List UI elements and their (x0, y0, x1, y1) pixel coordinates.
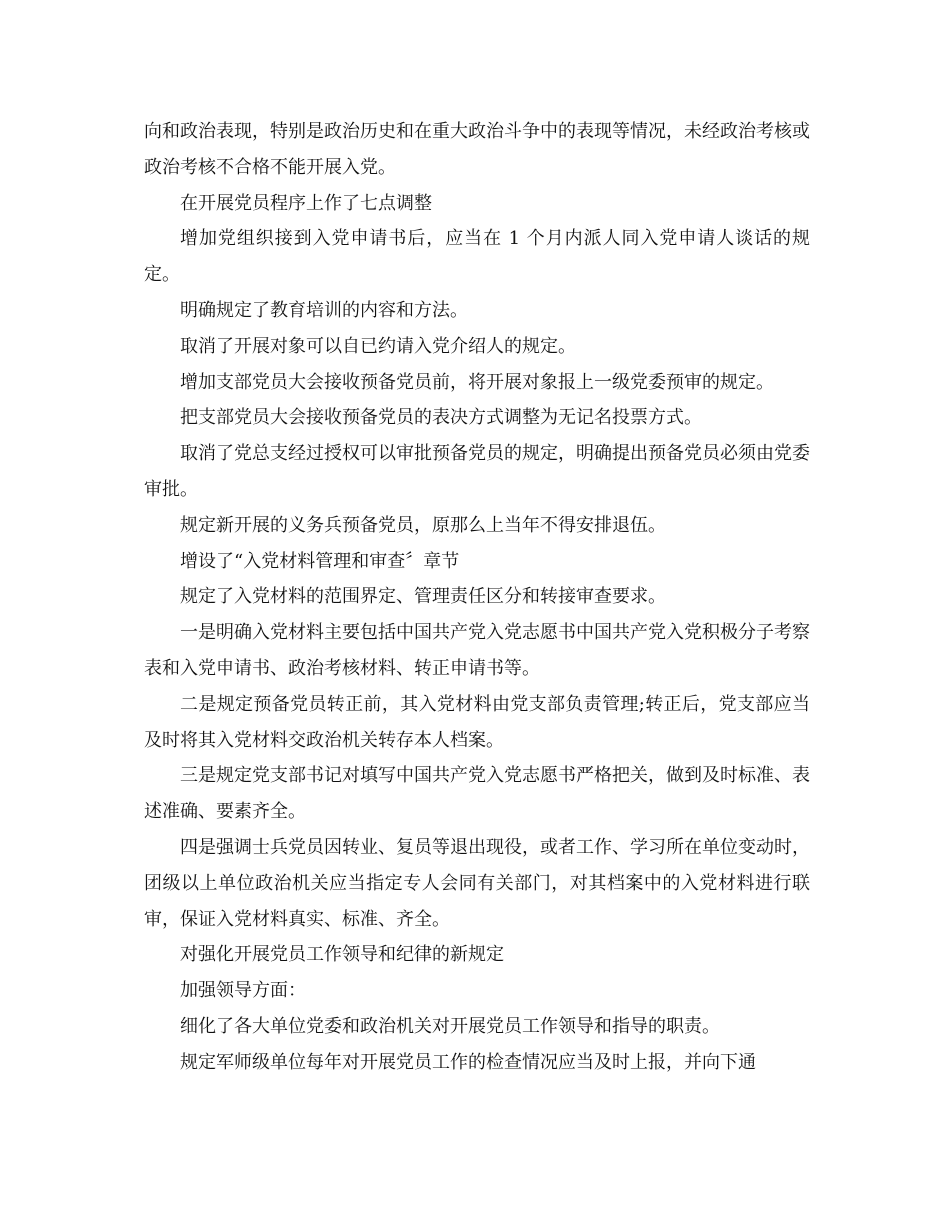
paragraph-14: 三是规定党支部书记对填写中国共产党入党志愿书严格把关，做到及时标准、表述准确、要素齐全。 (144, 765, 810, 823)
paragraph-4: 明确规定了教育培训的内容和方法。 (180, 299, 468, 321)
paragraph-8: 取消了党总支经过授权可以审批预备党员的规定，明确提出预备党员必须由党委审批。 (144, 443, 810, 500)
paragraph-1: 向和政治表现，特别是政治历史和在重大政治斗争中的表现等情况，未经政治考核或政治考核不合格不能开展入党。 (144, 121, 810, 178)
paragraph-16: 对强化开展党员工作领导和纪律的新规定 (180, 944, 504, 966)
paragraph-6: 增加支部党员大会接收预备党员前，将开展对象报上一级党委预审的规定。 (180, 371, 774, 393)
paragraph-19: 规定军师级单位每年对开展党员工作的检查情况应当及时上报，并向下通 (180, 1051, 756, 1073)
paragraph-7: 把支部党员大会接收预备党员的表决方式调整为无记名投票方式。 (180, 407, 702, 429)
paragraph-18: 细化了各大单位党委和政治机关对开展党员工作领导和指导的职责。 (180, 1015, 720, 1037)
paragraph-5: 取消了开展对象可以自已约请入党介绍人的规定。 (180, 335, 576, 357)
paragraph-9: 规定新开展的义务兵预备党员，原那么上当年不得安排退伍。 (180, 514, 666, 536)
paragraph-10: 增设了“入党材料管理和审查〞章节 (180, 550, 460, 572)
paragraph-2: 在开展党员程序上作了七点调整 (180, 192, 432, 214)
paragraph-11: 规定了入党材料的范围界定、管理责任区分和转接审查要求。 (180, 586, 666, 608)
paragraph-12: 一是明确入党材料主要包括中国共产党入党志愿书中国共产党入党积极分子考察表和入党申请书、政治考核材料、转正申请书等。 (144, 622, 810, 679)
paragraph-3: 增加党组织接到入党申请书后，应当在 1 个月内派人同入党申请人谈话的规定。 (144, 228, 810, 286)
paragraph-13: 二是规定预备党员转正前，其入党材料由党支部负责管理;转正后，党支部应当及时将其入党材料交政治机关转存本人档案。 (144, 693, 810, 751)
paragraph-17: 加强领导方面： (180, 980, 306, 1002)
document-body (144, 114, 810, 1081)
paragraph-15: 四是强调士兵党员因转业、复员等退出现役，或者工作、学习所在单位变动时，团级以上单位政治机关应当指定专人会同有关部门，对其档案中的入党材料进行联审，保证入党材料真实、标准、齐全。 (144, 836, 810, 930)
